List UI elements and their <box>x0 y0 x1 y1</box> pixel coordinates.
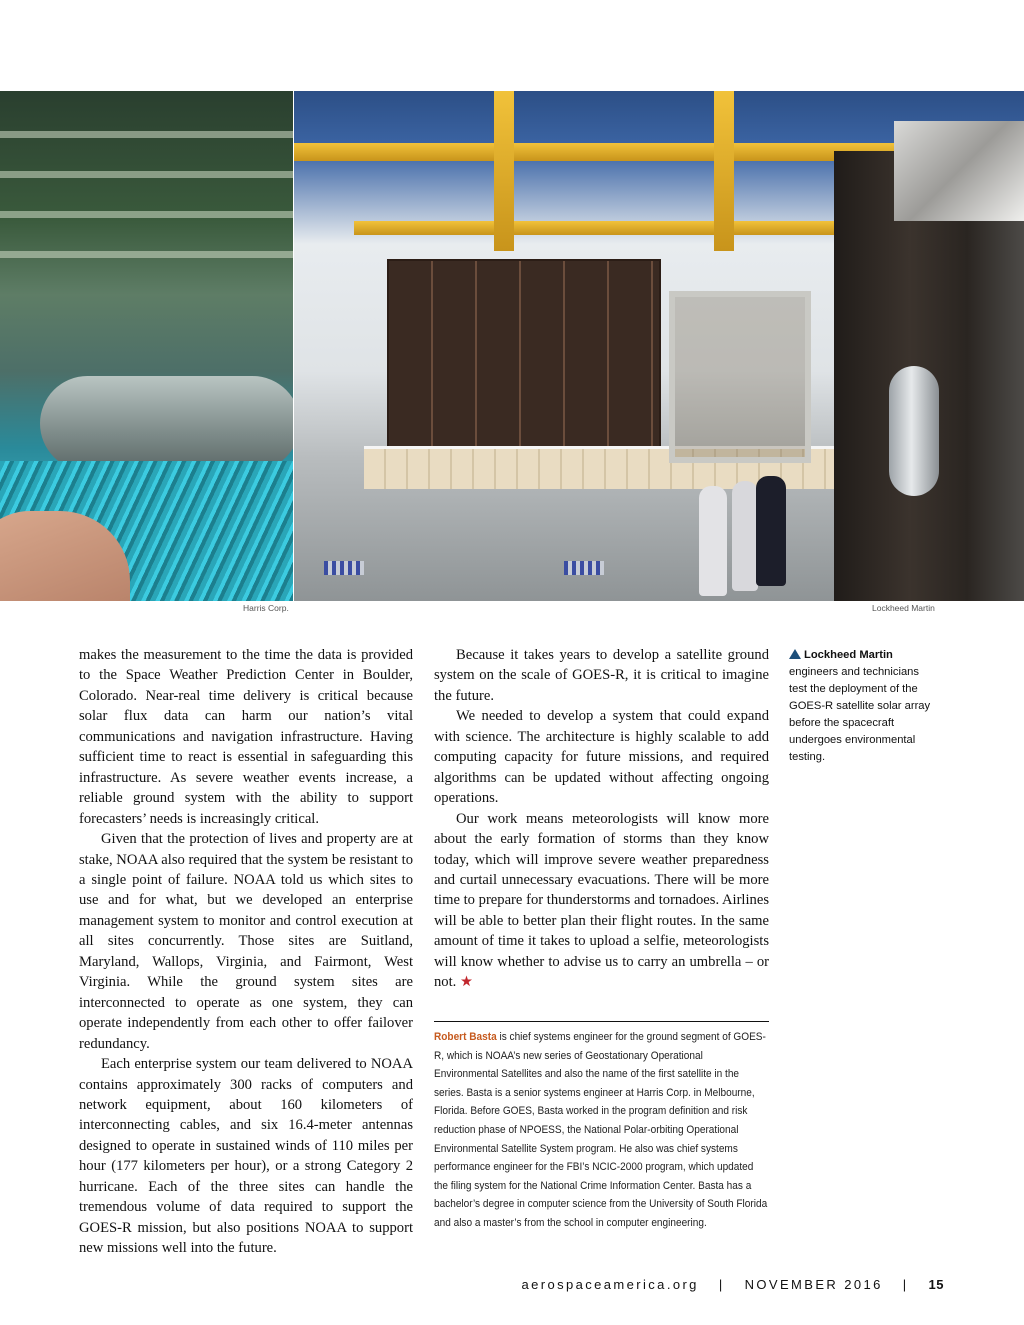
photo-credit-left: Harris Corp. <box>243 603 289 613</box>
page-footer <box>521 1277 944 1292</box>
photo-data-center <box>0 91 293 601</box>
solar-array <box>389 261 659 451</box>
caption-text: engineers and technicians test the deployment of the GOES-R satellite solar array before the spacecraft undergoes environmental testing. <box>789 666 931 763</box>
article-column-1 <box>79 645 413 1259</box>
paragraph: Given that the protection of lives and property are at stake, NOAA also required that the system be resistant to a single point of failure. NOAA told us which sites to use and for what, but we developed an enterprise management system to monitor and control execution at all sites concurrently. Those sites are Suitland, Maryland, Wallops, Virginia, and Fairmont, West Virginia. While the ground system sites are interconnected to operate as one system, they can operate independently from each other to offer failover redundancy. <box>79 831 413 1052</box>
article-column-2 <box>434 645 769 993</box>
author-name: Robert Basta <box>434 1031 497 1043</box>
paragraph: Our work means meteorologists will know more about the early formation of storms than they know today, which will improve severe weather preparedness and curtail unnecessary evacuations. There will be more time to prepare for thunderstorms and tornadoes. Airlines will be able to better plan their flight routes. In the same amount of time it takes to upload a selfie, meteorologists will know whether to advise us to carry an umbrella – or not. <box>434 810 769 991</box>
footer-separator: | <box>718 1277 725 1292</box>
photo-credit-right: Lockheed Martin <box>872 603 935 613</box>
technician-2 <box>732 481 758 591</box>
triangle-up-icon <box>789 649 801 659</box>
paragraph: makes the measurement to the time the data is provided to the Space Weather Prediction Center in Boulder, Colorado. Near-real time delivery is critical because solar flux data can harm our nation’s vital communications and navigation infrastructure. Having sufficient time to react is essential in safeguarding this infrastructure. As severe weather events increase, a reliable ground system with the ability to support forecasters’ needs is increasingly critical. <box>79 647 413 827</box>
photo-satellite-array <box>294 91 1024 601</box>
paragraph: We needed to develop a system that could expand with science. The architecture is highly scalable to add computing capacity for future missions, and required algorithms can be updated without affecting ongoing operations. <box>434 708 769 807</box>
deployment-frame <box>669 291 811 463</box>
thermal-blanket <box>894 121 1024 221</box>
bio-divider <box>434 1021 769 1022</box>
author-bio-text: is chief systems engineer for the ground segment of GOES-R, which is NOAA’s new series of Geostationary Operational Environmental Satellites and also the name of the first satellite in the series. Basta is a senior systems engineer at Harris Corp. in Melbourne, Florida. Before GOES, Basta worked in the program definition and risk reduction phase of NPOESS, the National Polar-orbiting Operational Environmental Satellite System program. He also was chief systems performance engineer for the FBI’s NCIC-2000 program, which updated the filing system for the National Crime Information Center. Basta has a bachelor’s degree in computer science from the University of South Florida and also a master’s from the school in computer engineering. <box>434 1031 768 1229</box>
author-bio <box>434 1028 769 1233</box>
end-mark-star-icon: ★ <box>459 974 474 991</box>
cable-tray-tank <box>40 376 293 471</box>
page-number: 15 <box>928 1277 944 1292</box>
paragraph-final <box>434 809 769 993</box>
footer-separator: | <box>902 1277 909 1292</box>
technician-3 <box>756 476 786 586</box>
footer-site: aerospaceamerica.org <box>521 1277 699 1292</box>
photo-caption <box>789 647 939 766</box>
caption-lead: Lockheed Martin <box>804 649 893 661</box>
paragraph: Each enterprise system our team delivered to NOAA contains approximately 300 racks of computers and network equipment, about 160 kilometers of interconnecting cables, and six 16.4-meter antennas designed to operate in sustained winds of 110 miles per hour (177 kilometers per hour), or a strong Category 2 hurricane. Each of the three sites can handle the tremendous volume of data required to support the GOES-R mission, but also positions NOAA to support new missions well into the future. <box>79 1056 413 1257</box>
propellant-tank <box>889 366 939 496</box>
paragraph: Because it takes years to develop a satellite ground system on the scale of GOES-R, it is critical to imagine the future. <box>434 647 769 704</box>
footer-issue: NOVEMBER 2016 <box>744 1277 883 1292</box>
technician-1 <box>699 486 727 596</box>
